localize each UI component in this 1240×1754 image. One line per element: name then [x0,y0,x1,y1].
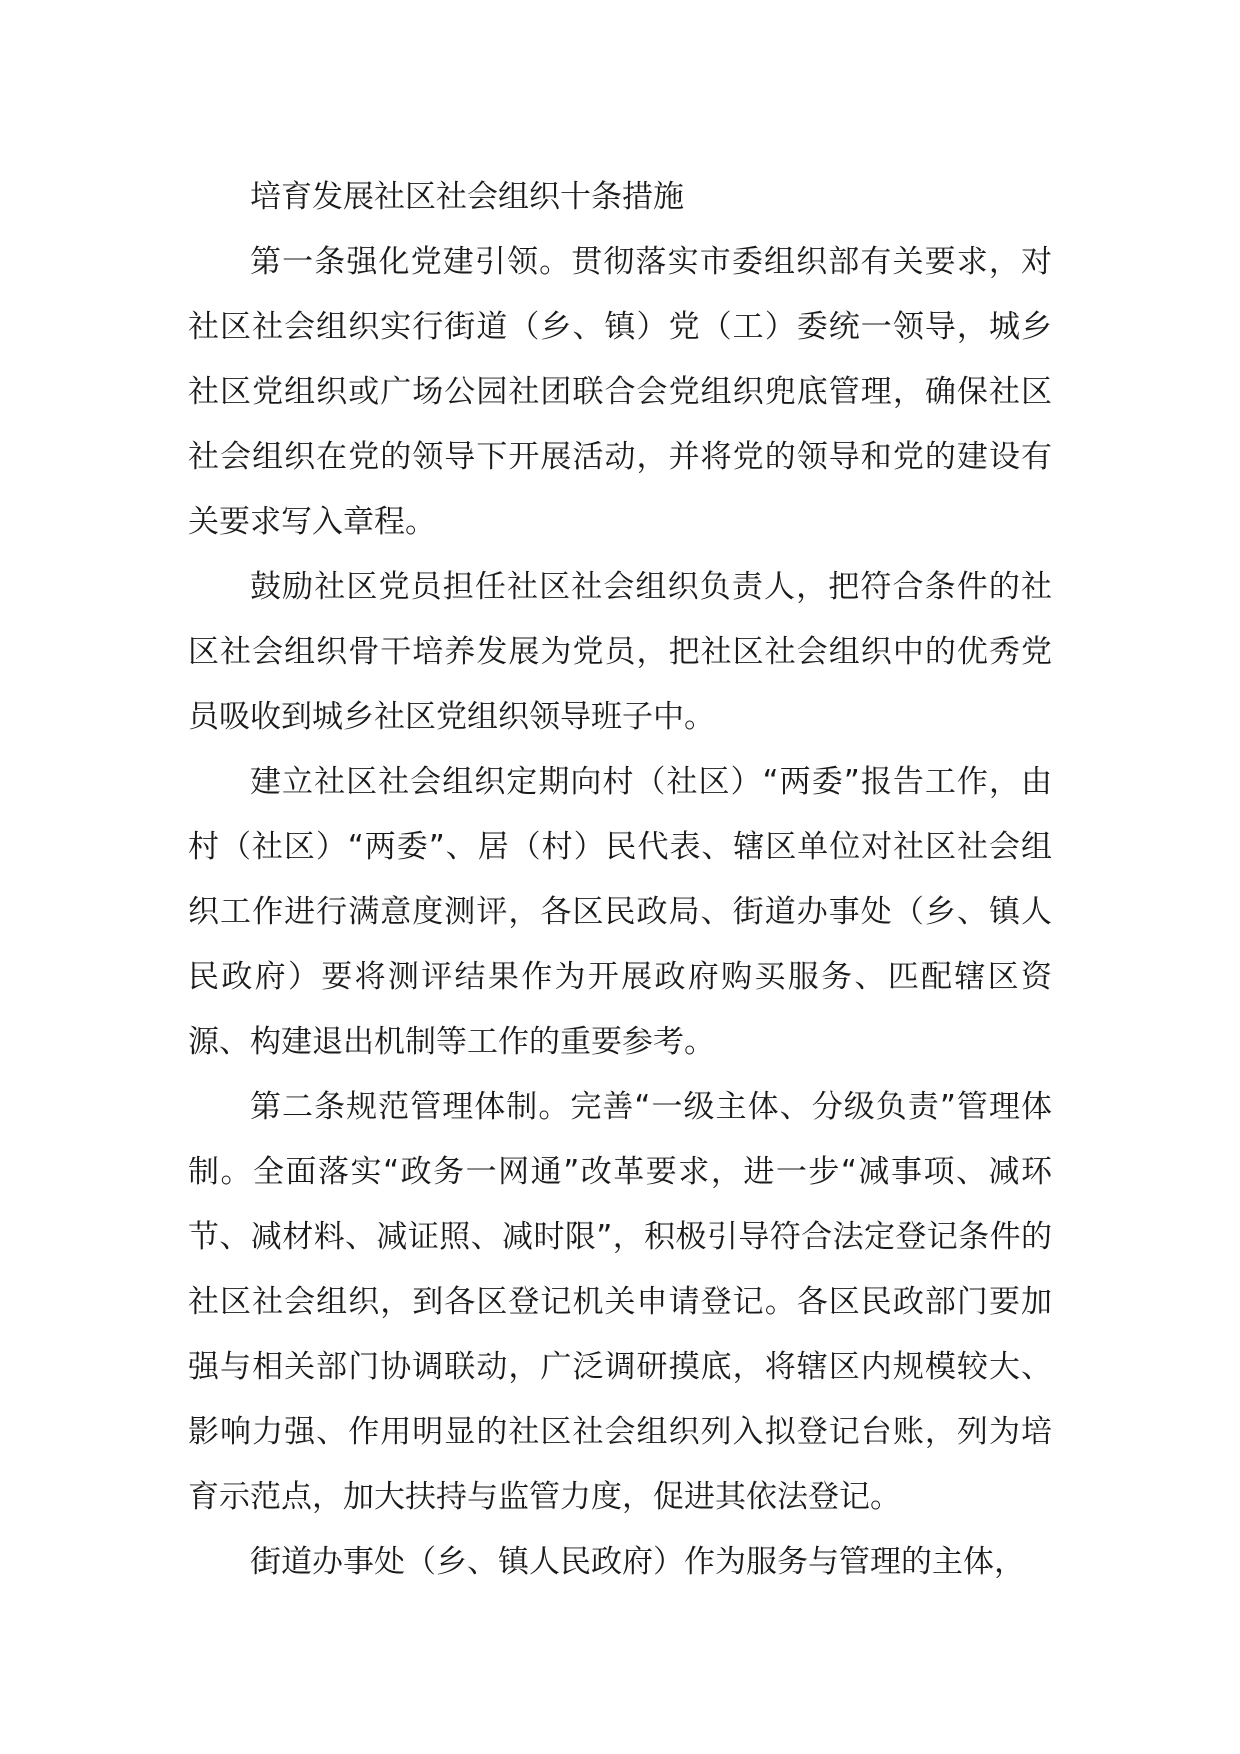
paragraph-party-members: 鼓励社区党员担任社区社会组织负责人，把符合条件的社区社会组织骨干培养发展为党员，把社区社会组织中的优秀党员吸收到城乡社区党组织领导班子中。 [188,569,1052,735]
paragraph-reporting: 建立社区社会组织定期向村（社区）“两委”报告工作，由村（社区）“两委”、居（村）民代表、辖区单位对社区社会组织工作进行满意度测评，各区民政局、街道办事处（乡、镇人民政府）要将测评结果作为开展政府购买服务、匹配辖区资源、构建退出机制等工作的重要参考。 [188,764,1052,1060]
paragraph-article-2: 第二条规范管理体制。完善“一级主体、分级负责”管理体制。全面落实“政务一网通”改革要求，进一步“减事项、减环节、减材料、减证照、减时限”，积极引导符合法定登记条件的社区社会组织，到各区登记机关申请登记。各区民政部门要加强与相关部门协调联动，广泛调研摸底，将辖区内规模较大、影响力强、作用明显的社区社会组织列入拟登记台账，列为培育示范点，加大扶持与监管力度，促进其依法登记。 [188,1089,1052,1515]
document-title: 培育发展社区社会组织十条措施 [250,179,684,215]
paragraph-street-office: 街道办事处（乡、镇人民政府）作为服务与管理的主体， [250,1544,1025,1580]
document-body [188,168,1052,1595]
paragraph-article-1: 第一条强化党建引领。贯彻落实市委组织部有关要求，对社区社会组织实行街道（乡、镇）党（工）委统一领导，城乡社区党组织或广场公园社团联合会党组织兜底管理，确保社区社会组织在党的领导下开展活动，并将党的领导和党的建设有关要求写入章程。 [188,244,1052,540]
